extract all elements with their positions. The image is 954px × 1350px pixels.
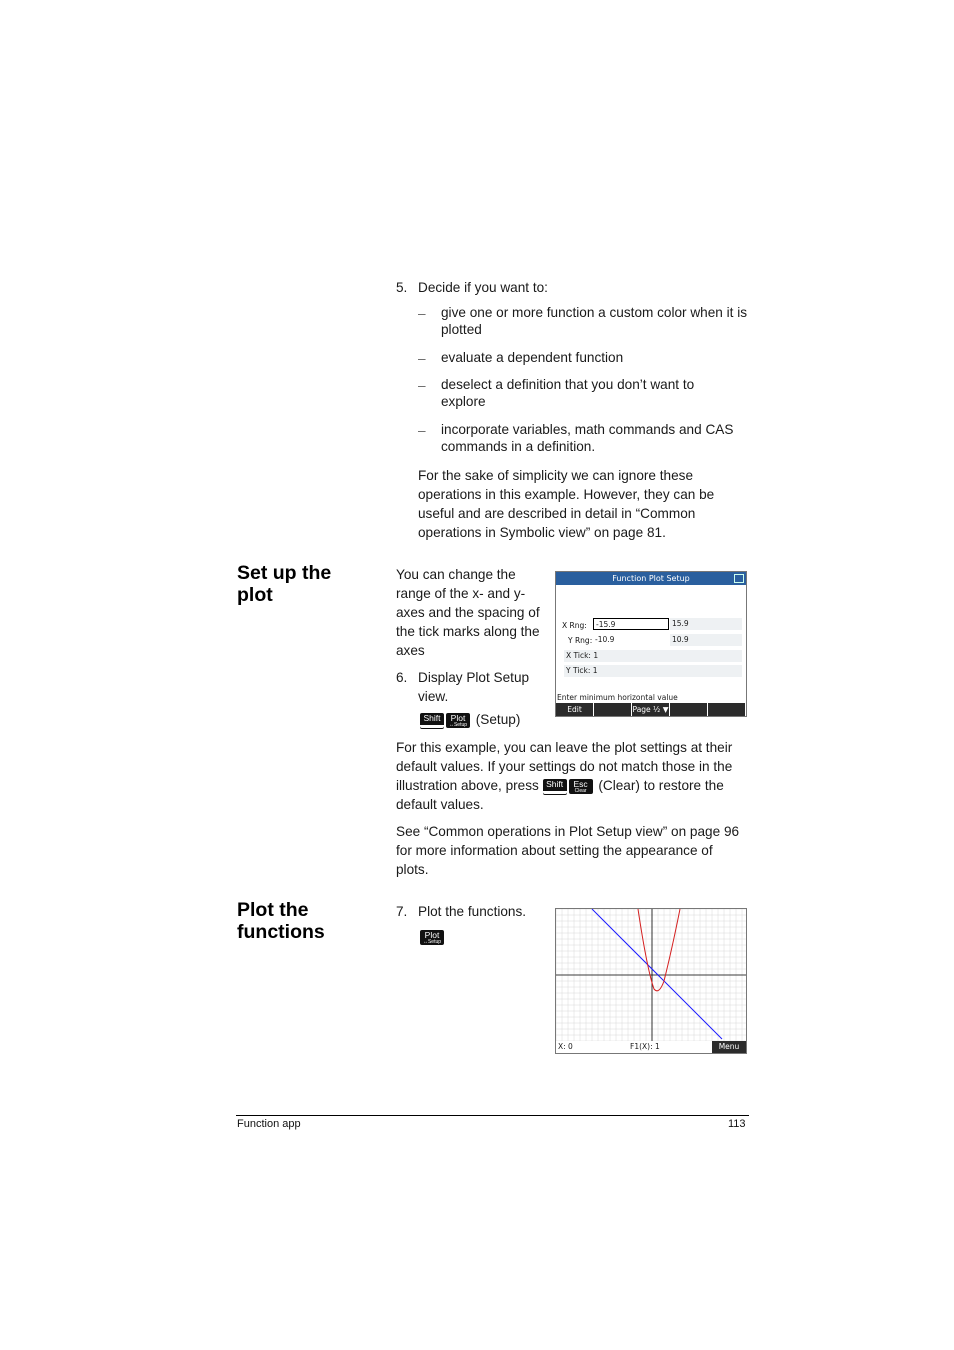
y-rng-max-field: 10.9 — [670, 634, 742, 646]
section-heading-plot — [237, 899, 387, 943]
y-rng-label: Y Rng: — [568, 636, 593, 645]
step-number: 5. — [396, 280, 408, 295]
step-number: 7. — [396, 904, 408, 919]
footer-rule — [236, 1115, 749, 1116]
plot-canvas — [556, 909, 746, 1041]
option-text: incorporate variables, math commands and CAS commands in a definition. — [441, 422, 734, 454]
status-x: X: 0 — [558, 1042, 573, 1051]
battery-icon — [734, 574, 744, 583]
option-list-item — [418, 421, 748, 455]
x-tick-row: X Tick: 1 — [564, 650, 742, 662]
step-number: 6. — [396, 670, 408, 685]
function-plot-screenshot — [555, 908, 747, 1054]
footer-title: Function app — [237, 1118, 301, 1130]
setup-para-2: See “Common operations in Plot Setup view” on page 96 for more information about setting the appearance of plots. — [396, 824, 740, 877]
menu-blank — [670, 703, 708, 716]
setup-para-1 — [396, 738, 746, 814]
step-6 — [396, 668, 546, 706]
menu-page: Page ½ ▼ — [632, 705, 669, 714]
screen-title: Function Plot Setup — [556, 572, 746, 585]
step-7-keys — [420, 929, 446, 947]
step-text: Plot the functions. — [418, 904, 527, 919]
page-number: 113 — [728, 1118, 746, 1130]
dash-icon: – — [418, 306, 426, 321]
heading-line: plot — [237, 584, 273, 606]
esc-key-icon: Esc Clear — [569, 779, 593, 794]
heading-line: Set up the — [237, 562, 332, 584]
x-rng-min-field: -15.9 — [593, 618, 669, 630]
menu-button: Menu — [712, 1041, 746, 1053]
step-text: Decide if you want to: — [418, 280, 548, 295]
step-text: Display Plot Setup view. — [418, 670, 530, 704]
plot-setup-screenshot — [555, 571, 747, 717]
step-6-keys — [420, 710, 560, 729]
step-7 — [396, 902, 546, 921]
para-text: For this example, you can leave the plot settings at their default values. If your settings do not match those in the illustration above, press — [396, 740, 733, 793]
screen-hint: Enter minimum horizontal value — [557, 693, 678, 702]
y-tick-row: Y Tick: 1 — [564, 665, 742, 677]
status-f1: F1(X): 1 — [630, 1042, 660, 1051]
option-text: give one or more function a custom color when it is plotted — [441, 305, 748, 337]
screen-menubar — [556, 703, 746, 716]
setup-label: (Setup) — [475, 712, 521, 727]
menu-blank — [594, 703, 632, 716]
shift-key-icon: Shift — [420, 713, 444, 728]
x-rng-max-field: 15.9 — [670, 618, 742, 630]
dash-icon: – — [418, 423, 426, 438]
menu-edit: Edit — [556, 703, 594, 716]
option-list-item — [418, 304, 748, 338]
plot-key-icon: Plot ↔Setup — [420, 930, 444, 945]
option-list-item — [418, 376, 718, 410]
plot-key-icon: Plot ↔Setup — [446, 713, 470, 728]
menu-blank — [708, 703, 746, 716]
setup-intro: You can change the range of the x- and y-axes and the spacing of the tick marks along the axes — [396, 567, 540, 658]
linear-function-line — [592, 909, 722, 1039]
option-text: evaluate a dependent function — [441, 350, 624, 365]
option-text: deselect a definition that you don’t want to explore — [441, 377, 695, 409]
heading-line: Plot the — [237, 899, 309, 921]
plot-status-bar — [556, 1041, 746, 1053]
para-text: (Clear) to restore the default values. — [396, 778, 724, 812]
x-rng-label: X Rng: — [562, 621, 587, 630]
section-heading-setup — [237, 562, 387, 606]
shift-key-icon: Shift — [543, 779, 567, 794]
y-rng-min-field: -10.9 — [593, 634, 669, 646]
dash-icon: – — [418, 378, 426, 393]
quadratic-function-curve — [638, 909, 680, 991]
option-list-item — [418, 349, 748, 366]
heading-line: functions — [237, 921, 325, 943]
step-5-note: For the sake of simplicity we can ignore these operations in this example. However, they can be useful and are described in detail in “Common operations in Symbolic view” on page 81. — [418, 468, 715, 540]
dash-icon: – — [418, 351, 426, 366]
